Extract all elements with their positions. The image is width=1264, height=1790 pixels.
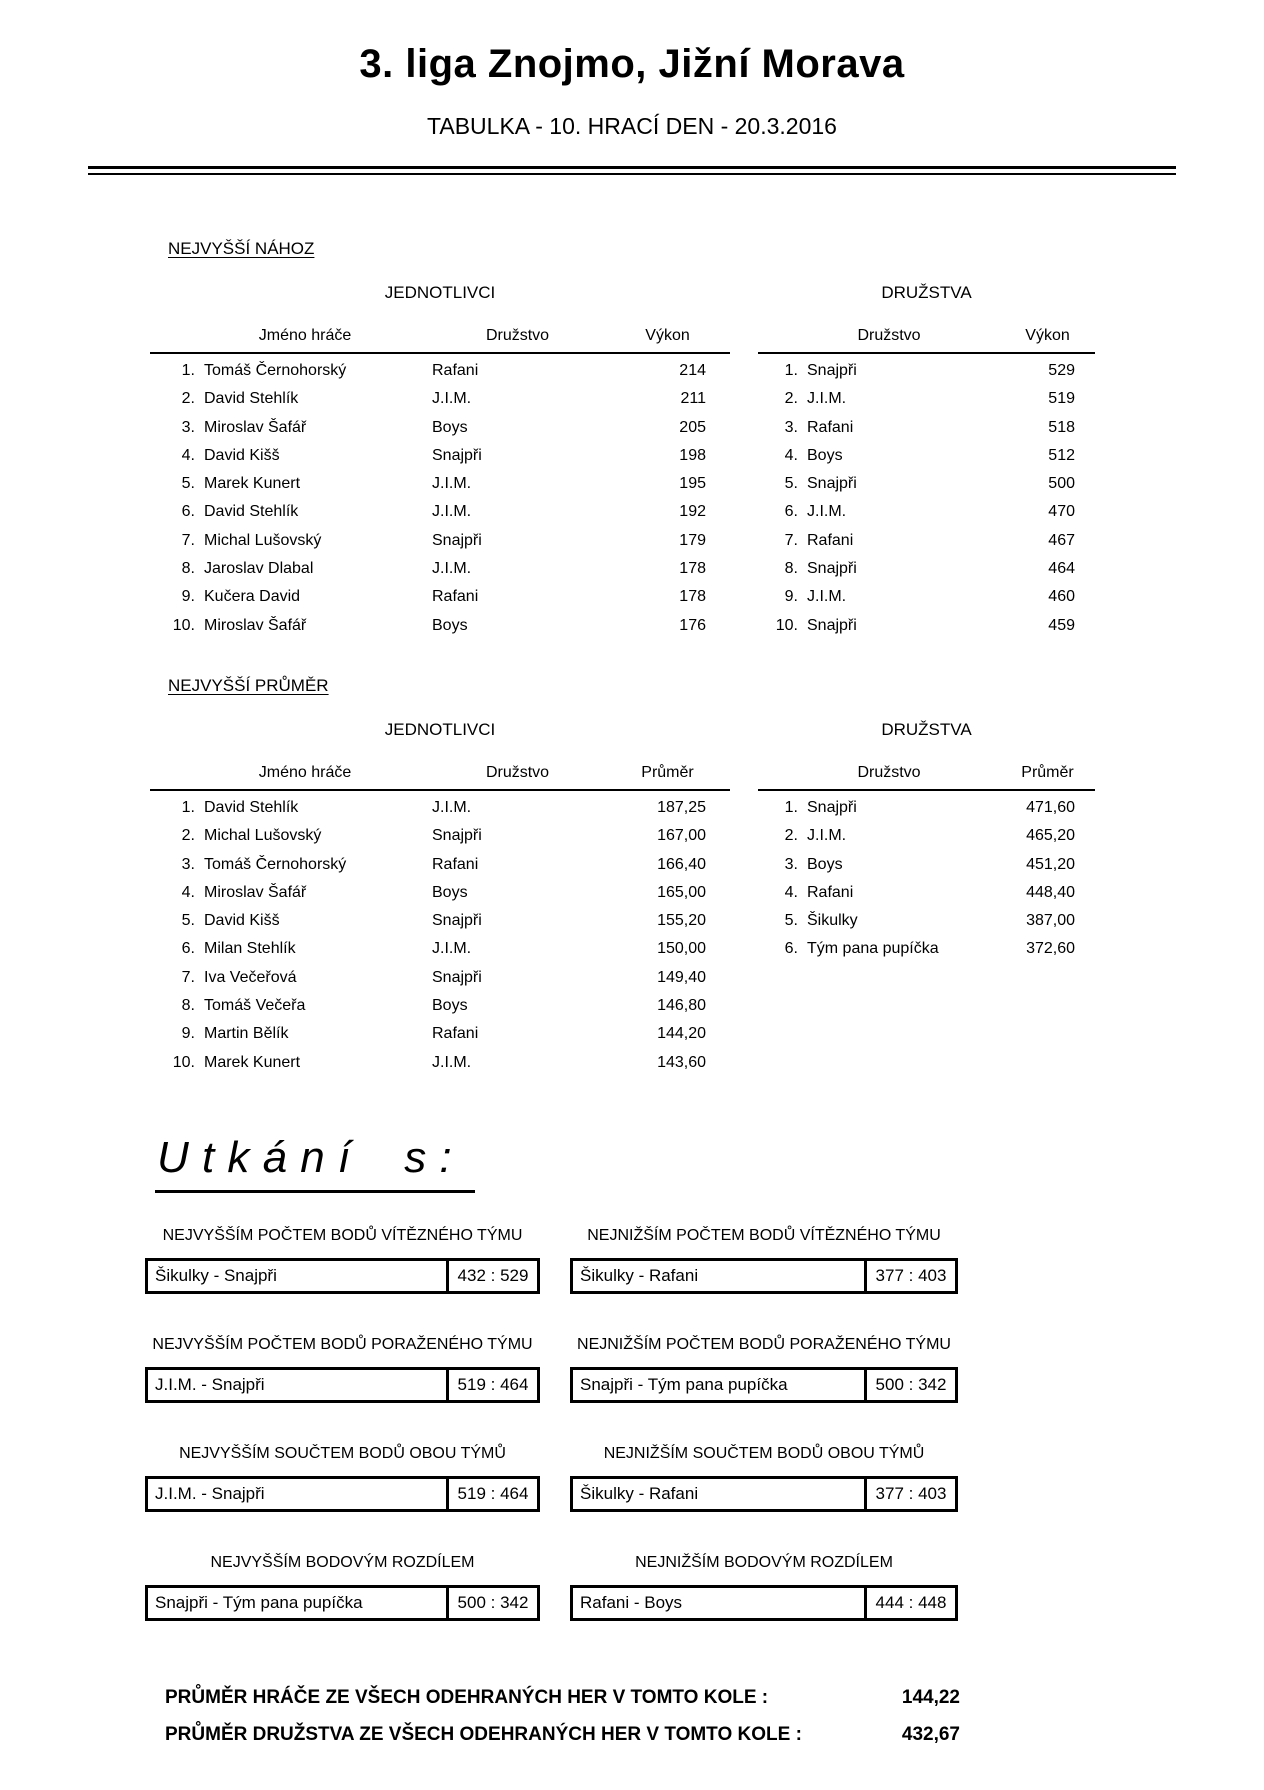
team-name: Snajpři (807, 798, 857, 816)
row-rank: 2. (181, 827, 195, 845)
table-header (758, 327, 1095, 345)
row-rank: 4. (181, 883, 195, 901)
column-header-name: Jméno hráče (258, 327, 352, 344)
team-name: J.I.M. (807, 503, 847, 521)
prumer-individuals-table (150, 696, 730, 1077)
row-rank: 9. (181, 588, 195, 606)
table-body (150, 357, 730, 640)
match-highlight (145, 1554, 540, 1621)
team-name: Rafani (807, 531, 854, 549)
section-nahoz-tables (150, 259, 1264, 640)
match-score: 444 : 448 (864, 1588, 955, 1618)
match-score: 500 : 342 (864, 1370, 955, 1400)
row-value: 146,80 (657, 997, 706, 1015)
table-header (150, 327, 730, 345)
row-rank: 2. (784, 827, 798, 845)
row-rank: 10. (775, 616, 798, 634)
match-label: NEJNIŽŠÍM POČTEM BODŮ VÍTĚZNÉHO TÝMU (587, 1226, 941, 1244)
team-name: Snajpři (807, 616, 857, 634)
row-value: 143,60 (657, 1053, 706, 1071)
row-rank: 1. (181, 362, 195, 379)
team-name: Boys (432, 883, 468, 901)
table-row (150, 612, 730, 640)
match-teams: J.I.M. - Snajpři (155, 1483, 265, 1503)
team-name: Rafani (807, 883, 854, 901)
player-name: Milan Stehlík (204, 940, 296, 958)
table-row (758, 907, 1095, 935)
table-row (150, 442, 730, 470)
table-row (150, 794, 730, 822)
row-value: 149,40 (657, 968, 706, 986)
row-rank: 5. (181, 475, 195, 493)
header-underline (758, 789, 1095, 791)
player-name: Tomáš Černohorský (204, 362, 347, 379)
row-value: 178 (679, 560, 706, 578)
team-name: J.I.M. (432, 1053, 472, 1071)
match-box (145, 1367, 540, 1403)
row-rank: 3. (784, 855, 798, 873)
nahoz-teams-table (758, 259, 1095, 640)
summary-block (165, 1679, 1264, 1753)
row-rank: 7. (181, 968, 195, 986)
team-name: J.I.M. (432, 475, 472, 493)
summary-label: PRŮMĚR DRUŽSTVA ZE VŠECH ODEHRANÝCH HER V TOMTO KOLE : (165, 1723, 802, 1745)
individuals-title: JEDNOTLIVCI (384, 719, 496, 739)
team-name: Snajpři (432, 912, 482, 930)
team-name: Snajpři (807, 362, 857, 379)
row-rank: 2. (784, 390, 798, 408)
match-score: 519 : 464 (446, 1370, 537, 1400)
section-prumer-tables (150, 696, 1264, 1077)
team-name: Snajpři (807, 560, 857, 578)
table-row (150, 357, 730, 385)
match-box (145, 1258, 540, 1294)
row-value: 459 (1048, 616, 1075, 634)
team-name: J.I.M. (432, 503, 472, 521)
row-value: 144,20 (657, 1025, 706, 1043)
team-name: J.I.M. (807, 390, 847, 408)
row-rank: 7. (784, 531, 798, 549)
row-rank: 10. (172, 1053, 195, 1071)
row-rank: 6. (181, 940, 195, 958)
table-body (758, 794, 1095, 964)
team-name: Rafani (432, 588, 479, 606)
player-name: Jaroslav Dlabal (204, 560, 314, 578)
table-row (150, 851, 730, 879)
page-subtitle: TABULKA - 10. HRACÍ DEN - 20.3.2016 (427, 113, 837, 139)
row-rank: 1. (181, 798, 195, 816)
match-score: 377 : 403 (864, 1261, 955, 1291)
team-name: J.I.M. (432, 560, 472, 578)
row-rank: 2. (181, 390, 195, 408)
table-row (758, 470, 1095, 498)
table-row (150, 879, 730, 907)
table-row (150, 992, 730, 1020)
table-row (150, 414, 730, 442)
row-rank: 6. (181, 503, 195, 521)
divider-double-rule (88, 166, 1176, 175)
match-box (570, 1476, 958, 1512)
team-name: Šikulky (807, 912, 858, 930)
match-score: 432 : 529 (446, 1261, 537, 1291)
table-header (758, 764, 1095, 782)
table-row (758, 498, 1095, 526)
team-name: J.I.M. (432, 940, 472, 958)
team-name: Rafani (432, 855, 479, 873)
column-header-value: Průměr (641, 763, 694, 781)
table-row (150, 527, 730, 555)
row-value: 176 (679, 616, 706, 634)
table-row (758, 385, 1095, 413)
team-name: Boys (432, 997, 468, 1015)
row-value: 467 (1048, 531, 1075, 549)
table-row (150, 935, 730, 963)
team-name: Boys (807, 855, 843, 873)
column-header-value: Výkon (645, 327, 690, 344)
table-row (150, 385, 730, 413)
match-highlight (570, 1336, 958, 1403)
row-rank: 8. (181, 560, 195, 578)
column-header-team: Družstvo (857, 763, 921, 781)
table-row (150, 822, 730, 850)
player-name: David Kišš (204, 446, 280, 464)
column-header-value: Průměr (1021, 763, 1074, 781)
row-value: 387,00 (1026, 912, 1075, 930)
player-name: Miroslav Šafář (204, 418, 307, 436)
row-value: 187,25 (657, 798, 706, 816)
player-name: David Stehlík (204, 798, 299, 816)
row-rank: 8. (784, 560, 798, 578)
table-row (150, 583, 730, 611)
match-box (570, 1258, 958, 1294)
section-heading-prumer: NEJVYŠŠÍ PRŮMĚR (168, 675, 329, 695)
team-name: J.I.M. (807, 827, 847, 845)
table-row (150, 470, 730, 498)
row-rank: 4. (784, 446, 798, 464)
row-rank: 5. (784, 475, 798, 493)
player-name: David Stehlík (204, 390, 299, 408)
row-rank: 4. (181, 446, 195, 464)
match-highlight (570, 1227, 958, 1294)
table-header (150, 764, 730, 782)
team-name: J.I.M. (432, 798, 472, 816)
match-label: NEJVYŠŠÍM SOUČTEM BODŮ OBOU TÝMŮ (179, 1444, 506, 1462)
team-name: J.I.M. (432, 390, 472, 408)
match-teams: Šikulky - Snajpři (155, 1265, 277, 1285)
team-name: Snajpři (432, 446, 482, 464)
team-name: J.I.M. (807, 588, 847, 606)
team-name: Snajpři (432, 968, 482, 986)
row-value: 529 (1048, 362, 1075, 379)
table-row (758, 879, 1095, 907)
row-value: 178 (679, 588, 706, 606)
column-header-value: Výkon (1025, 327, 1070, 344)
table-row (758, 822, 1095, 850)
player-name: Marek Kunert (204, 1053, 301, 1071)
row-value: 165,00 (657, 883, 706, 901)
summary-value: 432,67 (901, 1723, 960, 1745)
table-row (758, 794, 1095, 822)
row-value: 460 (1048, 588, 1075, 606)
row-value: 198 (679, 446, 706, 464)
match-label: NEJVYŠŠÍM POČTEM BODŮ VÍTĚZNÉHO TÝMU (162, 1226, 523, 1244)
row-value: 179 (679, 531, 706, 549)
match-teams: Šikulky - Rafani (580, 1265, 699, 1285)
player-name: Miroslav Šafář (204, 883, 307, 901)
row-rank: 7. (181, 531, 195, 549)
row-rank: 8. (181, 997, 195, 1015)
section-heading-nahoz: NEJVYŠŠÍ NÁHOZ (168, 239, 315, 258)
utkani-heading: Utkání s: (155, 1133, 475, 1193)
match-label: NEJVYŠŠÍM POČTEM BODŮ PORAŽENÉHO TÝMU (152, 1335, 533, 1353)
player-name: Martin Bělík (204, 1025, 289, 1043)
utkani-heading-wrap (155, 1133, 1264, 1193)
match-teams: Snajpři - Tým pana pupíčka (580, 1374, 788, 1394)
player-name: David Stehlík (204, 503, 299, 521)
table-row (150, 964, 730, 992)
table-row (758, 442, 1095, 470)
match-teams: Snajpři - Tým pana pupíčka (155, 1592, 363, 1612)
table-body (150, 794, 730, 1077)
match-score: 377 : 403 (864, 1479, 955, 1509)
row-rank: 10. (172, 616, 195, 634)
row-rank: 4. (784, 883, 798, 901)
header-underline (758, 352, 1095, 354)
row-rank: 5. (784, 912, 798, 930)
row-value: 195 (679, 475, 706, 493)
row-value: 451,20 (1026, 855, 1075, 873)
row-rank: 6. (784, 940, 798, 958)
summary-label: PRŮMĚR HRÁČE ZE VŠECH ODEHRANÝCH HER V TOMTO KOLE : (165, 1686, 769, 1708)
row-rank: 9. (181, 1025, 195, 1043)
match-teams: Šikulky - Rafani (580, 1483, 699, 1503)
row-value: 518 (1048, 418, 1075, 436)
player-name: Michal Lušovský (204, 827, 322, 845)
table-row (758, 612, 1095, 640)
page-title: 3. liga Znojmo, Jižní Morava (359, 42, 905, 86)
row-value: 470 (1048, 503, 1075, 521)
row-value: 211 (680, 390, 706, 408)
match-score: 519 : 464 (446, 1479, 537, 1509)
summary-value: 144,22 (901, 1686, 960, 1708)
match-highlight (570, 1554, 958, 1621)
row-rank: 6. (784, 503, 798, 521)
teams-title: DRUŽSTVA (881, 283, 972, 302)
row-value: 214 (679, 362, 706, 379)
row-rank: 3. (784, 418, 798, 436)
match-teams: J.I.M. - Snajpři (155, 1374, 265, 1394)
table-row (758, 851, 1095, 879)
column-header-name: Jméno hráče (258, 763, 352, 781)
row-value: 464 (1048, 560, 1075, 578)
row-value: 150,00 (657, 940, 706, 958)
individuals-title: JEDNOTLIVCI (384, 283, 496, 302)
nahoz-individuals-table (150, 259, 730, 640)
table-row (758, 357, 1095, 385)
table-row (758, 555, 1095, 583)
row-value: 512 (1048, 446, 1075, 464)
row-value: 205 (679, 418, 706, 436)
match-label: NEJNIŽŠÍM SOUČTEM BODŮ OBOU TÝMŮ (603, 1444, 925, 1462)
table-row (150, 498, 730, 526)
player-name: Tomáš Černohorský (204, 855, 347, 873)
player-name: Michal Lušovský (204, 531, 322, 549)
team-name: Snajpři (432, 531, 482, 549)
row-rank: 9. (784, 588, 798, 606)
column-header-team: Družstvo (485, 327, 550, 344)
match-box (570, 1367, 958, 1403)
player-name: Tomáš Večeřa (204, 997, 306, 1015)
match-box (570, 1585, 958, 1621)
match-teams: Rafani - Boys (580, 1592, 683, 1612)
match-box (145, 1585, 540, 1621)
row-value: 155,20 (657, 912, 706, 930)
match-box (145, 1476, 540, 1512)
row-value: 192 (679, 503, 706, 521)
row-value: 500 (1048, 475, 1075, 493)
team-name: Snajpři (807, 475, 857, 493)
team-name: Rafani (432, 362, 479, 379)
prumer-teams-table (758, 696, 1095, 964)
header-underline (150, 352, 730, 354)
row-rank: 1. (784, 362, 798, 379)
row-value: 448,40 (1026, 883, 1075, 901)
row-value: 519 (1048, 390, 1075, 408)
table-row (758, 527, 1095, 555)
table-row (150, 1049, 730, 1077)
row-rank: 1. (784, 798, 798, 816)
table-row (758, 414, 1095, 442)
team-name: Snajpři (432, 827, 482, 845)
match-highlight (145, 1227, 540, 1294)
match-label: NEJVYŠŠÍM BODOVÝM ROZDÍLEM (210, 1553, 475, 1571)
team-name: Rafani (807, 418, 854, 436)
row-rank: 3. (181, 855, 195, 873)
table-row (150, 555, 730, 583)
match-label: NEJNIŽŠÍM POČTEM BODŮ PORAŽENÉHO TÝMU (577, 1335, 951, 1353)
match-highlight (570, 1445, 958, 1512)
table-row (758, 935, 1095, 963)
header-underline (150, 789, 730, 791)
column-header-team: Družstvo (857, 327, 921, 344)
team-name: Tým pana pupíčka (807, 940, 939, 958)
match-label: NEJNIŽŠÍM BODOVÝM ROZDÍLEM (635, 1553, 893, 1571)
teams-title: DRUŽSTVA (881, 719, 972, 739)
table-body (758, 357, 1095, 640)
match-highlight (145, 1445, 540, 1512)
player-name: Iva Večeřová (204, 968, 297, 986)
team-name: Boys (432, 616, 468, 634)
row-value: 166,40 (657, 855, 706, 873)
player-name: Miroslav Šafář (204, 616, 307, 634)
summary-row (165, 1679, 960, 1716)
team-name: Boys (432, 418, 468, 436)
team-name: Rafani (432, 1025, 479, 1043)
table-row (758, 583, 1095, 611)
row-rank: 3. (181, 418, 195, 436)
match-highlight (145, 1336, 540, 1403)
match-highlights-grid (145, 1227, 1264, 1621)
player-name: Marek Kunert (204, 475, 301, 493)
table-row (150, 907, 730, 935)
row-value: 471,60 (1026, 798, 1075, 816)
player-name: David Kišš (204, 912, 280, 930)
table-row (150, 1020, 730, 1048)
summary-row (165, 1716, 960, 1753)
row-value: 465,20 (1026, 827, 1075, 845)
team-name: Boys (807, 446, 843, 464)
row-rank: 5. (181, 912, 195, 930)
match-score: 500 : 342 (446, 1588, 537, 1618)
player-name: Kučera David (204, 588, 301, 606)
row-value: 167,00 (657, 827, 706, 845)
column-header-team: Družstvo (485, 763, 550, 781)
row-value: 372,60 (1026, 940, 1075, 958)
